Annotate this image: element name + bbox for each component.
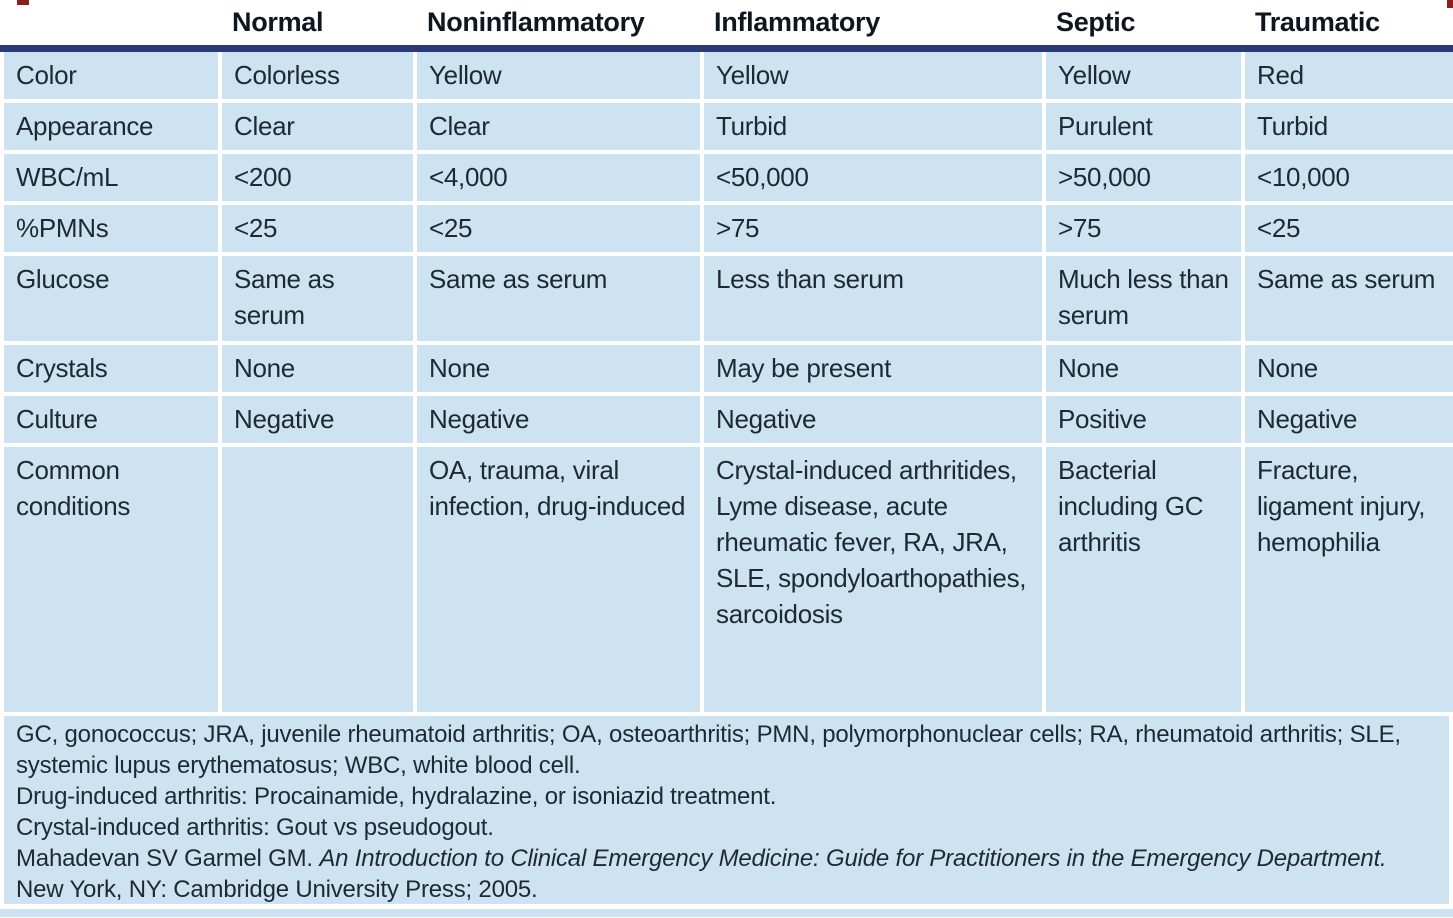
table-cell: <25 <box>417 205 700 252</box>
table-cell: Purulent <box>1046 103 1241 150</box>
table-cell: Same as serum <box>222 256 413 341</box>
column-header: Noninflammatory <box>427 7 645 37</box>
table-cell: <25 <box>1245 205 1453 252</box>
table-cell: Clear <box>417 103 700 150</box>
table-cell: None <box>417 345 700 392</box>
table-cell: None <box>1046 345 1241 392</box>
scan-artifact-left <box>17 0 29 5</box>
header-corner <box>4 38 218 45</box>
bottom-strip <box>0 909 1453 917</box>
row-label: Glucose <box>4 256 218 341</box>
table-cell: Negative <box>704 396 1042 443</box>
table-cell: Yellow <box>417 52 700 99</box>
table-cell: Bacterial including GC arthritis <box>1046 447 1241 712</box>
table-cell: May be present <box>704 345 1042 392</box>
table-cell: >75 <box>704 205 1042 252</box>
citation-authors: Mahadevan SV Garmel GM. <box>16 845 320 872</box>
table-cell: <10,000 <box>1245 154 1453 201</box>
row-label: Culture <box>4 396 218 443</box>
table-cell: >75 <box>1046 205 1241 252</box>
table-cell: Turbid <box>704 103 1042 150</box>
table-cell: Turbid <box>1245 103 1453 150</box>
table-cell: Same as serum <box>1245 256 1453 341</box>
header-row <box>0 0 1453 45</box>
table-cell: None <box>1245 345 1453 392</box>
table-cell <box>222 447 413 712</box>
table-cell: >50,000 <box>1046 154 1241 201</box>
abbreviations-note: GC, gonococcus; JRA, juvenile rheumatoid arthritis; OA, osteoarthritis; PMN, polymorphonuclear cells; RA, rheumatoid arthritis; SLE, systemic lupus erythematosus; WBC, white blood cell. <box>16 721 1401 779</box>
table-cell: Same as serum <box>417 256 700 341</box>
table-cell: Less than serum <box>704 256 1042 341</box>
row-label: WBC/mL <box>4 154 218 201</box>
row-label: Crystals <box>4 345 218 392</box>
column-header: Normal <box>232 7 324 37</box>
table-cell: Colorless <box>222 52 413 99</box>
row-label: Common conditions <box>4 447 218 712</box>
table-cell: Fracture, ligament injury, hemophilia <box>1245 447 1453 712</box>
citation-publisher: New York, NY: Cambridge University Press; 2005. <box>16 876 538 903</box>
table-body <box>0 52 1453 712</box>
drug-induced-note: Drug-induced arthritis: Procainamide, hydralazine, or isoniazid treatment. <box>16 783 777 810</box>
table-cell: <25 <box>222 205 413 252</box>
column-header: Inflammatory <box>714 7 880 37</box>
row-label: Color <box>4 52 218 99</box>
table-cell: Negative <box>417 396 700 443</box>
row-label: %PMNs <box>4 205 218 252</box>
crystal-induced-note: Crystal-induced arthritis: Gout vs pseudogout. <box>16 814 494 841</box>
table-cell: Positive <box>1046 396 1241 443</box>
column-header: Septic <box>1056 7 1136 37</box>
table-cell: None <box>222 345 413 392</box>
table-cell: <4,000 <box>417 154 700 201</box>
table-cell: Crystal-induced arthritides, Lyme disease, acute rheumatic fever, RA, JRA, SLE, spondyloarthopathies, sarcoidosis <box>704 447 1042 712</box>
table-cell: <50,000 <box>704 154 1042 201</box>
scan-artifact-right <box>1447 0 1453 8</box>
table-cell: Negative <box>222 396 413 443</box>
table-cell: Yellow <box>704 52 1042 99</box>
table-cell: Clear <box>222 103 413 150</box>
citation <box>16 843 1437 905</box>
footnotes-block <box>4 716 1449 904</box>
citation-title: An Introduction to Clinical Emergency Medicine: Guide for Practitioners in the Emergency Department. <box>319 845 1387 872</box>
header-divider-rule <box>0 45 1453 52</box>
table-cell: Much less than serum <box>1046 256 1241 341</box>
table-cell: OA, trauma, viral infection, drug-induced <box>417 447 700 712</box>
column-header: Traumatic <box>1255 7 1380 37</box>
table-cell: Yellow <box>1046 52 1241 99</box>
table-cell: <200 <box>222 154 413 201</box>
row-label: Appearance <box>4 103 218 150</box>
table-cell: Negative <box>1245 396 1453 443</box>
table-cell: Red <box>1245 52 1453 99</box>
